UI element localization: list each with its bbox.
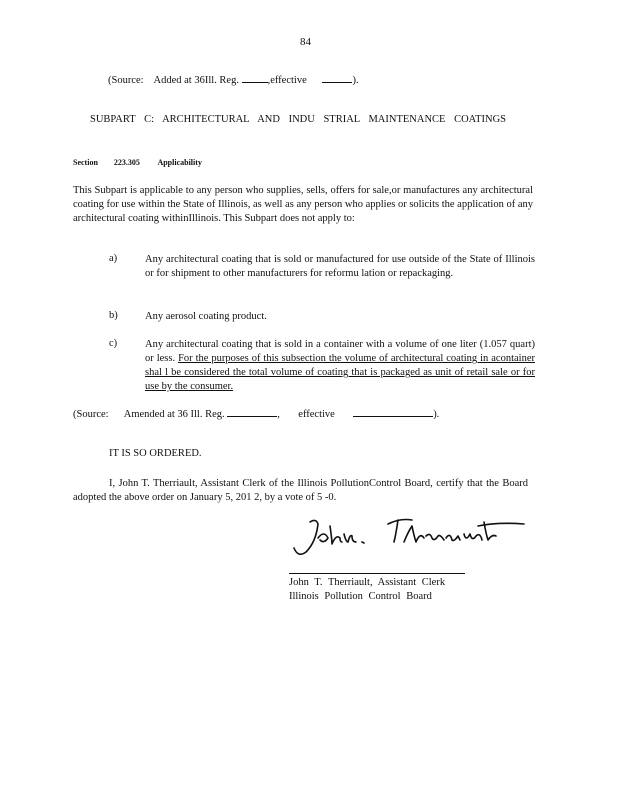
item-c-underlined-text: For the purposes of this subsection the volume of architectural coating in acontainer shal l be considered the total volume of coating that is packaged as unit of retail sale or for use by the consumer. <box>145 353 535 392</box>
item-b-marker: b) <box>109 310 118 321</box>
amended-prefix: (Source: <box>73 409 109 420</box>
section-number: 223.305 <box>113 158 140 167</box>
source-effective: ,effective <box>267 75 307 86</box>
section-heading <box>73 158 202 167</box>
signatory-name-title: John T. Therriault, Assistant Clerk <box>289 577 446 588</box>
amended-effective: effective <box>298 409 335 420</box>
source-note-amended <box>73 407 439 420</box>
item-a-text: Any architectural coating that is sold or manufactured for use outside of the State of Illinois or for shipment to other manufacturers for reformu lation or repackaging. <box>145 254 535 279</box>
blank-amended-reg <box>227 407 277 417</box>
source-text: Added at 36Ill. Reg. <box>153 75 239 86</box>
certification-paragraph: I, John T. Therriault, Assistant Clerk of the Illinois PollutionControl Board, certify that the Board adopted the above order on January 5, 201 2, by a vote of 5 -0. <box>73 478 528 503</box>
item-a-marker: a) <box>109 253 118 264</box>
so-ordered: IT IS SO ORDERED. <box>109 448 202 459</box>
section-title: Applicability <box>157 158 202 167</box>
item-c-marker: c) <box>109 338 118 349</box>
source-prefix: (Source: <box>108 75 144 86</box>
blank-effective <box>322 73 352 83</box>
section-label: Section <box>73 158 98 167</box>
handwritten-signature <box>288 512 528 562</box>
signatory-organization: Illinois Pollution Control Board <box>289 591 432 602</box>
source-suffix: ). <box>352 75 359 86</box>
intro-paragraph: This Subpart is applicable to any person who supplies, sells, offers for sale,or manufactures any architectural coating for use within the State of Illinois, as well as any person who applies or solicits the application of any architectural coating withinIllinois. This Subpart does not apply to: <box>73 185 533 224</box>
amended-suffix: ). <box>433 409 440 420</box>
signature-line <box>289 573 465 574</box>
blank-amended-effective <box>353 407 433 417</box>
page-number: 84 <box>300 36 311 48</box>
blank-reg <box>242 73 268 83</box>
item-c-plain-text: Any architectural coating that is sold in a container with a volume of one liter (1.057 quart) or less. <box>145 339 535 364</box>
source-note-added <box>108 73 359 86</box>
item-b-text: Any aerosol coating product. <box>145 311 267 322</box>
item-c-text <box>145 338 535 394</box>
amended-comma: , <box>277 409 280 420</box>
subpart-heading: SUBPART C: ARCHITECTURAL AND INDU STRIAL MAINTENANCE COATINGS <box>90 114 506 125</box>
amended-text: Amended at 36 Ill. Reg. <box>123 409 225 420</box>
